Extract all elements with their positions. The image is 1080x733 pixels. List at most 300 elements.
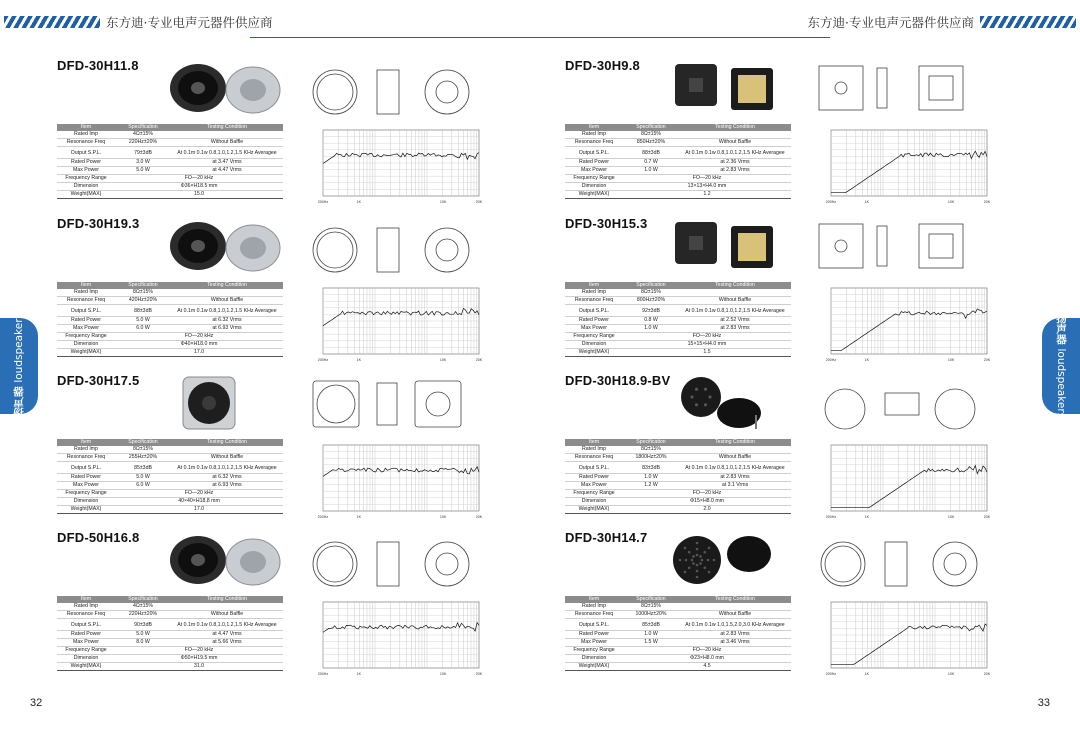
spec-item-label: Weight(MAX)	[565, 191, 623, 199]
drawing-back-inner	[436, 553, 458, 575]
spec-row	[565, 131, 791, 139]
spec-item-label: Dimension	[57, 341, 115, 349]
spec-row	[57, 333, 283, 341]
frequency-response-graph	[315, 600, 481, 676]
drawing-side	[885, 393, 919, 415]
spec-item-label: Max Power	[565, 167, 623, 175]
spec-row	[565, 183, 791, 191]
drawing-front	[313, 542, 357, 586]
spec-testing-condition: At 0.1m 0.1w 0.8,1.0,1.2,1.5 KHz Averagee	[679, 305, 791, 317]
spec-value: 5.0 W	[115, 167, 171, 175]
spec-testing-condition: at 3.46 Vrms	[679, 639, 791, 647]
spec-testing-condition: at 4.47 Vrms	[171, 631, 283, 639]
spec-value: Φ15×H8.0 mm	[623, 498, 791, 506]
spec-item-label: Frequency Range	[565, 647, 623, 655]
drawing-side	[885, 542, 907, 586]
spec-item-label: Rated Power	[565, 474, 623, 482]
spec-row	[57, 341, 283, 349]
spec-value: Φ23×H8.0 mm	[623, 655, 791, 663]
spec-header-cell: Item	[565, 124, 623, 131]
buzzer-hole	[696, 542, 699, 545]
spec-item-label: Rated Power	[565, 631, 623, 639]
spec-value: 4.5	[623, 663, 791, 671]
spec-testing-condition: At 0.1m 0.1w 1.0,1.5,2.0,3.0 KHz Averagee	[679, 619, 791, 631]
spec-value: 8Ω±15%	[623, 603, 679, 611]
spec-table	[57, 282, 283, 357]
spec-row	[57, 663, 283, 671]
spec-header-cell: Item	[565, 439, 623, 446]
drawing-front	[313, 381, 359, 427]
spec-row	[57, 647, 283, 655]
spec-testing-condition: at 3.47 Vrms	[171, 159, 283, 167]
frequency-response-graph	[823, 286, 989, 362]
spec-table	[57, 596, 283, 671]
spec-row	[565, 498, 791, 506]
buzzer-hole	[703, 551, 706, 554]
spec-row	[565, 619, 791, 631]
spec-row	[57, 289, 283, 297]
side-tab-left	[0, 313, 38, 419]
drawing-front-inner	[825, 546, 861, 582]
spec-row	[565, 139, 791, 147]
spec-header-cell: Specification	[623, 596, 679, 603]
spec-value: 8Ω±15%	[623, 289, 679, 297]
spec-row	[565, 349, 791, 357]
frequency-response-graph	[315, 286, 481, 362]
drawing-side	[377, 228, 399, 272]
drawing-back-inner	[436, 81, 458, 103]
spec-value: 83±3dB	[623, 462, 679, 474]
spec-header-cell: Testing Condition	[679, 439, 791, 446]
spec-item-label: Output S.P.L.	[565, 305, 623, 317]
product-model: DFD-50H16.8	[57, 530, 140, 545]
spec-item-label: Max Power	[57, 639, 115, 647]
spec-row	[565, 333, 791, 341]
spec-testing-condition: Without Baffle	[171, 297, 283, 305]
product-model: DFD-30H9.8	[565, 58, 640, 73]
spec-item-label: Dimension	[565, 498, 623, 506]
drawing-top	[819, 66, 863, 110]
spec-testing-condition: Without Baffle	[171, 454, 283, 462]
buzzer-hole	[696, 576, 699, 579]
spec-value: 1.0 W	[623, 325, 679, 333]
buzzer-hole	[684, 571, 687, 574]
spec-item-label: Output S.P.L.	[57, 619, 115, 631]
header-company-text: 东方迪·专业电声元器件供应商	[807, 15, 974, 30]
spec-value: 1.2 W	[623, 482, 679, 490]
spec-item-label: Resonance Freq	[57, 454, 115, 462]
spec-item-label: Resonance Freq	[565, 611, 623, 619]
graph-tick-label: 200Hz	[825, 358, 837, 362]
buzzer-side	[717, 398, 761, 428]
product-dimension-drawing	[815, 530, 987, 592]
spec-testing-condition: At 0.1m 0.1w 0.8,1.0,1.2,1.5 KHz Averagee	[171, 462, 283, 474]
spec-item-label: Rated Imp	[57, 446, 115, 454]
spec-header-cell: Testing Condition	[679, 596, 791, 603]
spec-testing-condition	[171, 446, 283, 454]
spec-value: 1.0 W	[623, 167, 679, 175]
graph-tick-label: 20K	[983, 672, 991, 676]
spec-value: 800Hz±20%	[623, 297, 679, 305]
spec-row	[57, 490, 283, 498]
product-photo	[661, 58, 801, 116]
spec-value: 1000Hz±20%	[623, 611, 679, 619]
spec-value: 1.5 W	[623, 639, 679, 647]
product-model: DFD-30H15.3	[565, 216, 648, 231]
graph-tick-label: 1K	[356, 515, 362, 519]
spec-row	[565, 289, 791, 297]
buzzer-hole	[679, 559, 682, 562]
buzzer-hole	[708, 571, 711, 574]
product-photo	[661, 530, 801, 588]
spec-value: 8Ω±15%	[623, 446, 679, 454]
drawing-back-inner	[426, 392, 450, 416]
spec-row	[565, 147, 791, 159]
buzzer-hole	[690, 395, 693, 398]
spec-value: 0.7 W	[623, 159, 679, 167]
spec-item-label: Weight(MAX)	[565, 506, 623, 514]
spec-header-cell: Specification	[115, 596, 171, 603]
spec-row	[565, 490, 791, 498]
buzzer-hole	[708, 547, 711, 550]
spec-value: 8Ω±15%	[115, 289, 171, 297]
spec-item-label: Weight(MAX)	[57, 349, 115, 357]
spec-value: 4Ω±15%	[115, 603, 171, 611]
spec-row	[57, 139, 283, 147]
speaker-port	[689, 78, 703, 92]
spec-value: 5.0 W	[115, 317, 171, 325]
buzzer-hole	[704, 388, 707, 391]
spec-testing-condition: At 0.1m 0.1w 0.8,1.0,1.2,1.5 KHz Averagee	[679, 147, 791, 159]
spec-testing-condition	[679, 131, 791, 139]
spec-row	[57, 191, 283, 199]
spec-item-label: Resonance Freq	[57, 139, 115, 147]
speaker-contact	[738, 75, 766, 103]
spec-item-label: Weight(MAX)	[57, 506, 115, 514]
spec-row	[57, 506, 283, 514]
spec-item-label: Max Power	[57, 325, 115, 333]
spec-item-label: Rated Power	[565, 317, 623, 325]
spec-row	[565, 159, 791, 167]
spec-row	[565, 341, 791, 349]
spec-value: 3.0 W	[115, 159, 171, 167]
spec-testing-condition: at 2.83 Vrms	[679, 631, 791, 639]
spec-item-label: Resonance Freq	[565, 454, 623, 462]
spec-header-cell: Item	[565, 282, 623, 289]
spec-value: 1.2	[623, 191, 791, 199]
graph-tick-label: 200Hz	[317, 672, 329, 676]
spec-value: 90±3dB	[115, 619, 171, 631]
spec-value: 85±3dB	[115, 462, 171, 474]
buzzer-side	[727, 536, 771, 572]
spec-header-cell: Testing Condition	[679, 124, 791, 131]
spec-row	[565, 167, 791, 175]
spec-row	[57, 349, 283, 357]
spec-value: 79±3dB	[115, 147, 171, 159]
drawing-back-inner	[436, 239, 458, 261]
spec-value: FO—20 kHz	[115, 175, 283, 183]
product-card	[565, 373, 997, 523]
product-model: DFD-30H17.5	[57, 373, 140, 388]
spec-item-label: Dimension	[565, 183, 623, 191]
spec-item-label: Output S.P.L.	[57, 147, 115, 159]
spec-header-cell: Item	[57, 282, 115, 289]
spec-header-cell: Item	[57, 596, 115, 603]
spec-value: 8Ω±15%	[623, 131, 679, 139]
page-header-right	[802, 0, 1080, 44]
drawing-side	[377, 383, 397, 425]
buzzer-hole	[692, 555, 695, 558]
spec-header-cell: Specification	[115, 439, 171, 446]
spec-value: 6.0 W	[115, 482, 171, 490]
spec-value: 850Hz±20%	[623, 139, 679, 147]
drawing-bottom	[919, 224, 963, 268]
spec-row	[565, 482, 791, 490]
product-model: DFD-30H11.8	[57, 58, 139, 73]
graph-tick-label: 10K	[947, 515, 955, 519]
spec-row	[565, 655, 791, 663]
graph-tick-label: 20K	[475, 672, 483, 676]
spec-header-cell: Specification	[623, 124, 679, 131]
spec-header-cell: Testing Condition	[679, 282, 791, 289]
spec-testing-condition: at 6.93 Vrms	[171, 482, 283, 490]
spec-item-label: Rated Imp	[57, 603, 115, 611]
spec-value: 1800Hz±20%	[623, 454, 679, 462]
spec-value: 6.0 W	[115, 325, 171, 333]
graph-tick-label: 20K	[983, 358, 991, 362]
spec-item-label: Rated Imp	[565, 131, 623, 139]
spec-item-label: Max Power	[565, 325, 623, 333]
spec-row	[57, 482, 283, 490]
spec-testing-condition: at 6.93 Vrms	[171, 325, 283, 333]
graph-tick-label: 200Hz	[317, 200, 329, 204]
spec-value: 4Ω±15%	[115, 131, 171, 139]
product-dimension-drawing	[307, 530, 479, 592]
spec-header-cell: Testing Condition	[171, 282, 283, 289]
product-photo	[153, 58, 293, 116]
spec-item-label: Frequency Range	[565, 175, 623, 183]
spec-header-cell: Testing Condition	[171, 596, 283, 603]
spec-value: 88±3dB	[115, 305, 171, 317]
spec-row	[57, 655, 283, 663]
spec-value: 420Hz±20%	[115, 297, 171, 305]
spec-value: 8.0 W	[115, 639, 171, 647]
spec-row	[57, 603, 283, 611]
spec-row	[57, 317, 283, 325]
header-rule-right	[500, 37, 830, 38]
speaker-port	[689, 236, 703, 250]
buzzer-hole	[695, 388, 698, 391]
drawing-back	[425, 542, 469, 586]
spec-item-label: Resonance Freq	[565, 139, 623, 147]
spec-testing-condition	[171, 131, 283, 139]
spec-item-label: Output S.P.L.	[565, 462, 623, 474]
frequency-response-graph	[823, 443, 989, 519]
spec-item-label: Resonance Freq	[57, 611, 115, 619]
drawing-front-inner	[317, 232, 353, 268]
spec-value: Φ50×H19.5 mm	[115, 655, 283, 663]
spec-item-label: Max Power	[57, 167, 115, 175]
graph-tick-label: 1K	[864, 200, 870, 204]
header-stripes	[4, 16, 100, 28]
graph-tick-label: 10K	[947, 358, 955, 362]
spec-row	[565, 639, 791, 647]
drawing-front	[825, 389, 865, 429]
spec-item-label: Weight(MAX)	[57, 663, 115, 671]
drawing-back	[933, 542, 977, 586]
spec-item-label: Rated Imp	[565, 603, 623, 611]
buzzer-hole	[696, 564, 699, 567]
spec-testing-condition: Without Baffle	[679, 611, 791, 619]
spec-item-label: Frequency Range	[565, 490, 623, 498]
product-model: DFD-30H18.9-BV	[565, 373, 671, 388]
spec-row	[57, 446, 283, 454]
spec-item-label: Resonance Freq	[57, 297, 115, 305]
graph-tick-label: 1K	[864, 358, 870, 362]
graph-tick-label: 20K	[475, 358, 483, 362]
header-stripes	[980, 16, 1076, 28]
spec-value: FO—20 kHz	[115, 490, 283, 498]
spec-testing-condition: at 3.1 Vrms	[679, 482, 791, 490]
buzzer-hole	[708, 395, 711, 398]
spec-testing-condition: at 2.83 Vrms	[679, 167, 791, 175]
drawing-side	[877, 226, 887, 266]
product-card	[57, 373, 489, 523]
spec-row	[565, 603, 791, 611]
drawing-back-inner	[944, 553, 966, 575]
spec-header-cell: Item	[565, 596, 623, 603]
drawing-front	[313, 228, 357, 272]
spec-row	[57, 462, 283, 474]
frequency-response-graph	[315, 128, 481, 204]
product-card	[57, 216, 489, 366]
spec-testing-condition: at 6.32 Vrms	[171, 474, 283, 482]
spec-header-cell: Specification	[115, 124, 171, 131]
buzzer-hole	[696, 548, 699, 551]
spec-item-label: Dimension	[57, 183, 115, 191]
spec-row	[57, 167, 283, 175]
product-card	[565, 58, 997, 208]
spec-item-label: Rated Power	[57, 631, 115, 639]
spec-testing-condition: At 0.1m 0.1w 0.8,1.0,1.2,1.5 KHz Averagee	[679, 462, 791, 474]
product-dimension-drawing	[307, 373, 479, 435]
drawing-front-inner	[317, 546, 353, 582]
product-dimension-drawing	[815, 216, 987, 278]
spec-value: 1.0 W	[623, 474, 679, 482]
spec-item-label: Weight(MAX)	[57, 191, 115, 199]
spec-header-cell: Item	[57, 439, 115, 446]
product-photo	[153, 216, 293, 274]
product-card	[565, 216, 997, 366]
drawing-back	[415, 381, 461, 427]
spec-item-label: Rated Power	[565, 159, 623, 167]
side-tab-right	[1042, 313, 1080, 419]
spec-item-label: Frequency Range	[57, 490, 115, 498]
spec-row	[57, 619, 283, 631]
spec-value: 220Hz±20%	[115, 611, 171, 619]
buzzer-hole	[692, 562, 695, 565]
buzzer-hole	[713, 559, 716, 562]
product-photo	[153, 530, 293, 588]
buzzer-hole	[703, 566, 706, 569]
drawing-front-inner	[317, 74, 353, 110]
buzzer-hole	[696, 570, 699, 573]
buzzer-hole	[685, 559, 688, 562]
spec-row	[57, 639, 283, 647]
spec-row	[565, 454, 791, 462]
spec-value: 88±3dB	[623, 147, 679, 159]
spec-testing-condition	[679, 289, 791, 297]
spec-value: 15.0	[115, 191, 283, 199]
product-photo	[661, 373, 801, 431]
graph-tick-label: 200Hz	[825, 672, 837, 676]
graph-tick-label: 1K	[864, 515, 870, 519]
spec-testing-condition: Without Baffle	[679, 139, 791, 147]
buzzer-hole	[688, 551, 691, 554]
spec-testing-condition: Without Baffle	[679, 297, 791, 305]
buzzer-pin	[755, 415, 757, 429]
buzzer-top	[681, 377, 721, 417]
drawing-bottom	[919, 66, 963, 110]
spec-row	[565, 325, 791, 333]
spec-row	[57, 454, 283, 462]
spec-item-label: Frequency Range	[565, 333, 623, 341]
spec-value: 1.0 W	[623, 631, 679, 639]
spec-row	[565, 631, 791, 639]
page-number-right: 33	[1037, 697, 1050, 709]
spec-item-label: Dimension	[565, 341, 623, 349]
spec-row	[565, 317, 791, 325]
spec-value: 15×15×H4.0 mm	[623, 341, 791, 349]
spec-testing-condition: Without Baffle	[171, 611, 283, 619]
speaker-magnet	[240, 79, 266, 101]
product-dimension-drawing	[307, 216, 479, 278]
spec-row	[57, 474, 283, 482]
spec-row	[565, 506, 791, 514]
spec-value: 31.0	[115, 663, 283, 671]
spec-row	[57, 631, 283, 639]
spec-value: 92±3dB	[623, 305, 679, 317]
drawing-back	[935, 389, 975, 429]
spec-testing-condition: at 2.36 Vrms	[679, 159, 791, 167]
spec-row	[565, 446, 791, 454]
buzzer-hole	[688, 566, 691, 569]
spec-table	[565, 596, 791, 671]
spec-row	[57, 611, 283, 619]
spec-row	[57, 297, 283, 305]
spec-row	[565, 297, 791, 305]
spec-item-label: Frequency Range	[57, 175, 115, 183]
speaker-magnet	[240, 551, 266, 573]
spec-testing-condition	[171, 603, 283, 611]
spec-table	[57, 124, 283, 199]
graph-tick-label: 20K	[983, 515, 991, 519]
drawing-pad	[929, 76, 953, 100]
buzzer-hole	[696, 554, 699, 557]
spec-item-label: Dimension	[57, 655, 115, 663]
side-tab-zh: 扬声器	[1055, 313, 1067, 345]
spec-testing-condition: At 0.1m 0.1w 0.8,1.0,1.2,1.5 KHz Averagee	[171, 147, 283, 159]
product-model: DFD-30H19.3	[57, 216, 140, 231]
spec-testing-condition	[171, 289, 283, 297]
spec-header-cell: Specification	[115, 282, 171, 289]
buzzer-hole	[691, 559, 694, 562]
spec-row	[57, 131, 283, 139]
spec-header-cell: Testing Condition	[171, 439, 283, 446]
spec-header-cell: Testing Condition	[171, 124, 283, 131]
graph-tick-label: 1K	[864, 672, 870, 676]
graph-tick-label: 20K	[475, 200, 483, 204]
